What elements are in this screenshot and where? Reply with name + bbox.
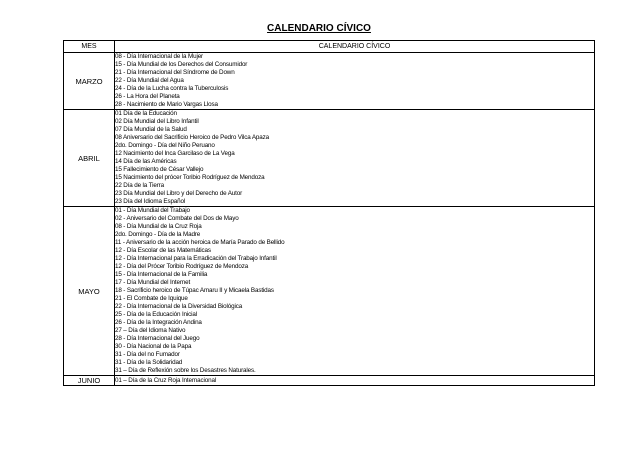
events-cell xyxy=(115,207,595,376)
table-row xyxy=(64,376,595,386)
event-item: 07 Día Mundial de la Salud xyxy=(115,126,187,133)
event-item: 22 - Día Mundial del Agua xyxy=(115,77,184,84)
event-item: 25 - Día de la Educación Inicial xyxy=(115,311,198,318)
event-item: 01 - Día Mundial del Trabajo xyxy=(115,207,190,214)
event-item: 18 - Sacrificio heroico de Túpac Amaru II y Micaela Bastidas xyxy=(115,287,274,294)
month-cell: MAYO xyxy=(64,207,115,376)
event-item: 12 - Día del Prócer Toribio Rodríguez de Mendoza xyxy=(115,263,249,270)
event-item: 22 Día de la Tierra xyxy=(115,182,164,189)
event-item: 28 - Nacimiento de Mario Vargas Llosa xyxy=(115,101,218,108)
header-calendar: CALENDARIO CÍVICO xyxy=(115,41,595,53)
event-item: 31 – Día de Reflexión sobre los Desastres Naturales. xyxy=(115,367,256,374)
event-item: 23 Día Mundial del Libro y del Derecho de Autor xyxy=(115,190,243,197)
event-item: 26 - Día de la Integración Andina xyxy=(115,319,202,326)
event-item: 12 - Día Escolar de las Matemáticas xyxy=(115,247,211,254)
event-item: 01 – Día de la Cruz Roja Internacional xyxy=(115,376,217,384)
event-item: 15 - Día Internacional de la Familia xyxy=(115,271,208,278)
event-item: 15 Fallecimiento de César Vallejo xyxy=(115,166,204,173)
event-item: 11 - Aniversario de la acción heroica de María Parado de Bellido xyxy=(115,239,285,246)
event-item: 26 - La Hora del Planeta xyxy=(115,93,180,100)
table-header-row xyxy=(64,41,595,53)
events-cell xyxy=(115,110,595,207)
document-title: CALENDARIO CÍVICO xyxy=(267,23,371,34)
event-item: 2do. Domingo - Día del Niño Peruano xyxy=(115,142,215,149)
table-row xyxy=(64,207,595,376)
event-item: 12 - Día Internacional para la Erradicación del Trabajo Infantil xyxy=(115,255,277,262)
event-item: 14 Día de las Américas xyxy=(115,158,177,165)
event-item: 24 - Día de la Lucha contra la Tuberculosis xyxy=(115,85,229,92)
header-month: MES xyxy=(64,41,115,53)
event-item: 23 Día del Idioma Español xyxy=(115,198,186,205)
event-item: 02 Día Mundial del Libro Infantil xyxy=(115,118,199,125)
event-item: 31 - Día del no Fumador xyxy=(115,351,180,358)
event-item: 31 - Día de la Solidaridad xyxy=(115,359,183,366)
event-item: 30 - Día Nacional de la Papa xyxy=(115,343,192,350)
event-item: 08 Aniversario del Sacrificio Heroico de Pedro Vilca Apaza xyxy=(115,134,269,141)
event-item: 02 - Aniversario del Combate del Dos de Mayo xyxy=(115,215,239,222)
table-row xyxy=(64,53,595,110)
events-cell xyxy=(115,53,595,110)
event-item: 08 - Día Internacional de la Mujer xyxy=(115,53,204,60)
civic-calendar-table xyxy=(63,40,595,386)
events-cell xyxy=(115,376,595,386)
event-item: 28 - Día Internacional del Juego xyxy=(115,335,200,342)
event-item: 01 Día de la Educación xyxy=(115,110,177,117)
event-item: 08 - Día Mundial de la Cruz Roja xyxy=(115,223,202,230)
event-item: 27 – Día del Idioma Nativo xyxy=(115,327,186,334)
table-row xyxy=(64,110,595,207)
event-item: 15 - Día Mundial de los Derechos del Consumidor xyxy=(115,61,248,68)
event-item: 22 - Día Internacional de la Diversidad Biológica xyxy=(115,303,243,310)
event-item: 21 - Día Internacional del Síndrome de Down xyxy=(115,69,235,76)
event-item: 2do. Domingo - Día de la Madre xyxy=(115,231,201,238)
month-cell: JUNIO xyxy=(64,376,115,386)
month-cell: MARZO xyxy=(64,53,115,110)
event-item: 15 Nacimiento del prócer Toribio Rodríguez de Mendoza xyxy=(115,174,265,181)
month-cell: ABRIL xyxy=(64,110,115,207)
event-item: 21 - El Combate de Iquique xyxy=(115,295,188,302)
event-item: 17 - Día Mundial del Internet xyxy=(115,279,191,286)
event-item: 12 Nacimiento del Inca Garcilaso de La Vega xyxy=(115,150,235,157)
